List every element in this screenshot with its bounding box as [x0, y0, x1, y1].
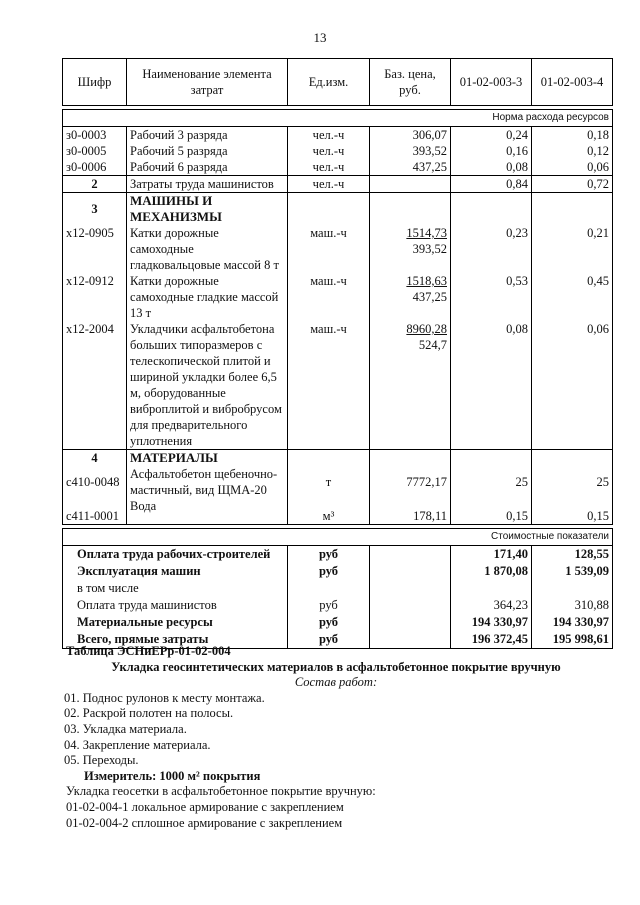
header-col2: 01-02-003-4 [532, 59, 613, 106]
summary-value-1: 364,23 [451, 597, 532, 614]
row-code: х12-2004 [63, 321, 127, 450]
summary-unit [288, 580, 370, 597]
machines-section-code: 3 [63, 193, 127, 226]
row-code: з0-0005 [63, 143, 127, 159]
row-price: 178,11 [370, 498, 451, 525]
machinists-name: Затраты труда машинистов [127, 176, 288, 193]
description: Укладка геосетки в асфальтобетонное покрытие вручную: [66, 784, 376, 799]
row-code: х12-0905 [63, 225, 127, 273]
row-code: з0-0006 [63, 159, 127, 176]
row-price [370, 321, 451, 450]
row-code: х12-0912 [63, 273, 127, 321]
step-item: 05. Переходы. [64, 753, 139, 768]
row-value-1: 0,08 [451, 321, 532, 450]
step-item: 02. Раскрой полотен на полосы. [64, 706, 234, 721]
summary-row [63, 563, 613, 580]
summary-group [63, 546, 613, 649]
summary-value-2: 310,88 [532, 597, 613, 614]
machines-section-title: МАШИНЫ И МЕХАНИЗМЫ [127, 193, 288, 226]
row-code: з0-0003 [63, 127, 127, 144]
norm-item: 01-02-004-1 локальное армирование с закреплением [66, 799, 344, 814]
steps-list [66, 691, 606, 769]
header-code: Шифр [63, 59, 127, 106]
row-value-1: 25 [451, 466, 532, 498]
machine-row [63, 273, 613, 321]
machinists-row [63, 176, 613, 193]
summary-value-2: 1 539,09 [532, 563, 613, 580]
summary-name: Всего, прямые затраты [63, 631, 288, 649]
summary-unit: руб [288, 563, 370, 580]
machinists-code: 2 [63, 176, 127, 193]
row-price: 306,07 [370, 127, 451, 144]
summary-value-1: 194 330,97 [451, 614, 532, 631]
summary-row [63, 580, 613, 597]
step-item: 03. Укладка материала. [64, 721, 187, 736]
row-value-1: 0,16 [451, 143, 532, 159]
summary-name: в том числе [63, 580, 288, 597]
summary-value-2: 128,55 [532, 546, 613, 564]
material-row [63, 498, 613, 525]
table-header-row [63, 59, 613, 106]
summary-unit: руб [288, 597, 370, 614]
row-name: Вода [127, 498, 288, 525]
row-value-2: 0,15 [532, 498, 613, 525]
measure-label: Измеритель: 1000 м² покрытия [84, 768, 261, 783]
header-col1: 01-02-003-3 [451, 59, 532, 106]
row-unit: маш.-ч [288, 273, 370, 321]
row-value-2: 0,21 [532, 225, 613, 273]
norm-band-label: Норма расхода ресурсов [63, 110, 613, 127]
materials-section-title: МАТЕРИАЛЫ [127, 450, 288, 467]
machines-section-row [63, 193, 613, 226]
price-main: 1514,73 [406, 226, 447, 240]
price-main: 8960,28 [406, 322, 447, 336]
row-unit: маш.-ч [288, 225, 370, 273]
materials-section-code: 4 [63, 450, 127, 467]
row-value-1: 0,23 [451, 225, 532, 273]
page-number: 13 [313, 30, 327, 45]
row-value-1: 0,08 [451, 159, 532, 176]
machine-row [63, 225, 613, 273]
header-price: Баз. цена, руб. [370, 59, 451, 106]
summary-name: Материальные ресурсы [63, 614, 288, 631]
header-name: Наименование элемента затрат [127, 59, 288, 106]
price-machinist: 437,25 [412, 290, 447, 304]
row-unit: т [288, 466, 370, 498]
row-value-1: 0,15 [451, 498, 532, 525]
summary-row [63, 546, 613, 564]
row-name: Рабочий 5 разряда [127, 143, 288, 159]
step-item: 04. Закрепление материала. [64, 737, 211, 752]
price-machinist: 393,52 [412, 242, 447, 256]
materials-group [63, 466, 613, 525]
cost-band-row [63, 529, 613, 546]
worker-row [63, 159, 613, 176]
row-price: 393,52 [370, 143, 451, 159]
machinists-unit: чел.-ч [288, 176, 370, 193]
price-machinist: 524,7 [418, 338, 447, 352]
items-list [66, 800, 606, 831]
row-unit: чел.-ч [288, 127, 370, 144]
row-price: 437,25 [370, 159, 451, 176]
row-value-2: 0,06 [532, 159, 613, 176]
row-name: Рабочий 3 разряда [127, 127, 288, 144]
row-unit: чел.-ч [288, 143, 370, 159]
cost-band-label: Стоимостные показатели [63, 529, 613, 546]
work-composition-label: Состав работ: [294, 675, 378, 690]
summary-value-2 [532, 580, 613, 597]
row-price [370, 273, 451, 321]
row-name: Укладчики асфальтобетона больших типоразмеров с телескопической плитой и шириной укладки более 6,5 м, оборудованные виброплитой и вибробрусом для предварительного уплотнения [127, 321, 288, 450]
row-unit: чел.-ч [288, 159, 370, 176]
summary-value-1: 171,40 [451, 546, 532, 564]
section-2 [66, 644, 606, 831]
header-unit: Ед.изм. [288, 59, 370, 106]
row-value-2: 0,45 [532, 273, 613, 321]
row-code: с411-0001 [63, 498, 127, 525]
materials-section-row [63, 450, 613, 467]
row-price [370, 225, 451, 273]
row-unit: маш.-ч [288, 321, 370, 450]
machines-group [63, 225, 613, 450]
row-name: Катки дорожные самоходные гладкие массой 13 т [127, 273, 288, 321]
norm-item: 01-02-004-2 сплошное армирование с закреплением [66, 815, 343, 830]
summary-row [63, 614, 613, 631]
summary-unit: руб [288, 631, 370, 649]
row-value-1: 0,53 [451, 273, 532, 321]
worker-row [63, 143, 613, 159]
norm-band-row [63, 110, 613, 127]
row-unit: м³ [288, 498, 370, 525]
summary-name: Эксплуатация машин [63, 563, 288, 580]
row-value-2: 25 [532, 466, 613, 498]
row-name: Асфальтобетон щебеночно-мастичный, вид ЩМА-20 [127, 466, 288, 498]
row-value-2: 0,18 [532, 127, 613, 144]
machine-row [63, 321, 613, 450]
summary-name: Оплата труда рабочих-строителей [63, 546, 288, 564]
step-item: 01. Поднос рулонов к месту монтажа. [64, 690, 265, 705]
price-main: 1518,63 [406, 274, 447, 288]
summary-name: Оплата труда машинистов [63, 597, 288, 614]
worker-row [63, 127, 613, 144]
summary-value-1 [451, 580, 532, 597]
row-value-1: 0,24 [451, 127, 532, 144]
row-name: Катки дорожные самоходные гладковальцовые массой 8 т [127, 225, 288, 273]
summary-row [63, 597, 613, 614]
summary-value-2: 194 330,97 [532, 614, 613, 631]
summary-value-2: 195 998,61 [532, 631, 613, 649]
summary-value-1: 196 372,45 [451, 631, 532, 649]
summary-value-1: 1 870,08 [451, 563, 532, 580]
resource-table [62, 58, 613, 649]
workers-group [63, 127, 613, 176]
row-value-2: 0,12 [532, 143, 613, 159]
row-price: 7772,17 [370, 466, 451, 498]
table-title: Таблица ЭСНиЕРр-01-02-004 [66, 644, 231, 658]
summary-unit: руб [288, 614, 370, 631]
material-row [63, 466, 613, 498]
machinists-v2: 0,72 [532, 176, 613, 193]
summary-unit: руб [288, 546, 370, 564]
row-code: с410-0048 [63, 466, 127, 498]
machinists-v1: 0,84 [451, 176, 532, 193]
row-name: Рабочий 6 разряда [127, 159, 288, 176]
section-subtitle: Укладка геосинтетических материалов в асфальтобетонное покрытие вручную [111, 659, 561, 674]
row-value-2: 0,06 [532, 321, 613, 450]
